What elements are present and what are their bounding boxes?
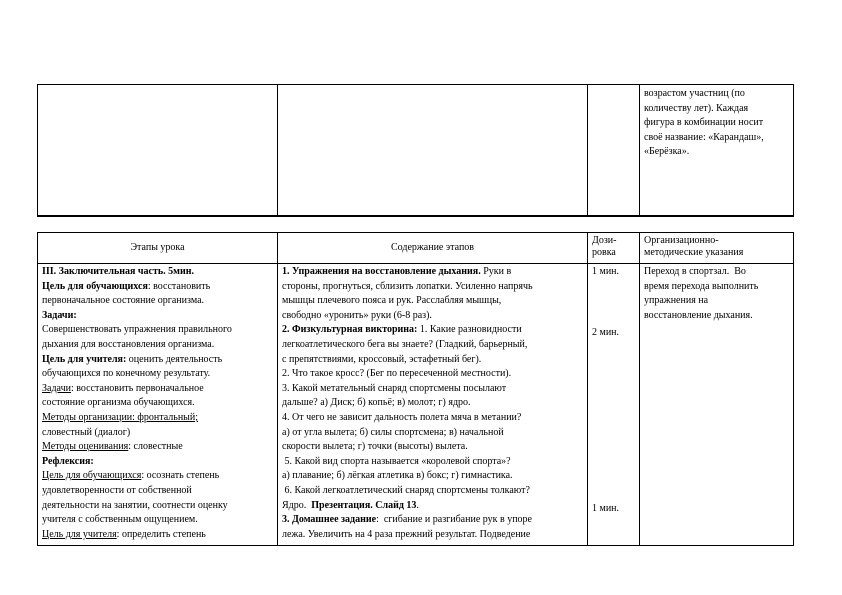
goal-teacher-line: обучающихся по конечному результату. xyxy=(42,368,211,380)
homework-line: лежа. Увеличить на 4 раза прежний результат. Подведение xyxy=(282,528,531,540)
top-cell-2 xyxy=(278,85,588,217)
lesson-table xyxy=(37,232,794,546)
goal-teacher: Цель для учителя: оценить деятельность xyxy=(42,353,223,365)
header-dosage xyxy=(588,233,640,264)
table-header-row xyxy=(38,233,794,264)
methods-org: Методы организации: фронтальный; xyxy=(42,411,199,423)
methodical-cell xyxy=(640,264,794,546)
methods-org-line: словестный (диалог) xyxy=(42,426,131,438)
top-cell-4 xyxy=(640,85,794,217)
quiz: 2. Физкультурная викторина: 1. Какие разновидности xyxy=(282,324,522,336)
header-stages: Этапы урока xyxy=(38,233,278,264)
dosage-3: 1 мин. xyxy=(592,503,620,515)
reflex-students: Цель для обучающихся: осознать степень xyxy=(42,470,220,482)
methodical-line: время перехода выполнить xyxy=(644,280,759,292)
methods-eval: Методы оценивания: словестные xyxy=(42,441,183,453)
top-cell-4-line: фигура в комбинации носит xyxy=(644,117,764,129)
quiz-line: дальше? а) Диск; б) копьё; в) молот; г) ядро. xyxy=(282,397,471,409)
dosage-1: 1 мин. xyxy=(592,266,620,277)
top-cell-4-line: «Берёзка». xyxy=(644,146,690,158)
quiz-line: скорости вылета; г) точки (высоты) вылета. xyxy=(282,441,468,453)
quiz-line: 2. Что такое кросс? (Бег по пересеченной местности). xyxy=(282,368,512,380)
header-content: Содержание этапов xyxy=(278,233,588,264)
methodical-line: упражнения на xyxy=(644,295,709,307)
content-cell xyxy=(278,264,588,546)
quiz-line: а) от угла вылета; б) силы спортсмена; в) начальной xyxy=(282,426,504,438)
reflex-teacher: Цель для учителя: определить степень xyxy=(42,528,206,540)
quiz-line: 5. Какой вид спорта называется «королевой спорта»? xyxy=(282,455,511,467)
top-cell-1 xyxy=(38,85,278,217)
methodical-line: Переход в спортзал. Во xyxy=(644,266,746,277)
tasks2-line: состояние организма обучающихся. xyxy=(42,397,195,409)
quiz-line: 6. Какой легкоатлетический снаряд спортсмены толкают? xyxy=(282,484,530,496)
tasks-line: Совершенствовать упражнения правильного xyxy=(42,324,232,336)
table-row xyxy=(38,264,794,546)
top-cell-4-line: возрастом участниц (по xyxy=(644,88,745,99)
quiz-line: 4. От чего не зависит дальность полета мяча в метании? xyxy=(282,411,522,423)
tasks2: Задачи: восстановить первоначальное xyxy=(42,382,204,394)
dosage-2: 2 мин. xyxy=(592,326,620,338)
header-methodical-line1: Организационно- xyxy=(644,235,719,246)
quiz-line: а) плавание; б) лёгкая атлетика в) бокс; г) гимнастика. xyxy=(282,470,513,482)
reflex-label: Рефлексия: xyxy=(42,455,94,467)
homework: 3. Домашнее задание: сгибание и разгибание рук в упоре xyxy=(282,514,532,526)
reflex-students-line: удовлетворенности от собственной xyxy=(42,484,192,496)
quiz-line: с препятствиями, кроссовый, эстафетный бег). xyxy=(282,353,482,365)
dosage-cell xyxy=(588,264,640,546)
header-methodical-line2: методические указания xyxy=(644,247,744,258)
top-table xyxy=(37,84,794,217)
methodical-line: восстановление дыхания. xyxy=(644,309,753,321)
quiz-line: 3. Какой метательный снаряд спортсмены посылают xyxy=(282,382,507,394)
stages-cell xyxy=(38,264,278,546)
goal-students-line: первоначальное состояние организма. xyxy=(42,295,205,307)
top-cell-4-line: количеству лет). Каждая xyxy=(644,102,749,114)
top-cell-3 xyxy=(588,85,640,217)
tasks-line: дыхания для восстановления организма. xyxy=(42,338,215,350)
exercise-1: 1. Упражнения на восстановление дыхания. Руки в xyxy=(282,266,512,277)
quiz-line: легкоатлетического бега вы знаете? (Гладкий, барьерный, xyxy=(282,338,528,350)
tasks-label: Задачи: xyxy=(42,309,77,321)
exercise-1-line: стороны, прогнуться, сблизить лопатки. Усиленно напрячь xyxy=(282,280,533,292)
top-table-row xyxy=(38,85,794,217)
header-dosage-line1: Дози- xyxy=(592,235,617,246)
quiz-line-presentation: Ядро. Презентация. Слайд 13. xyxy=(282,499,419,511)
header-dosage-line2: ровка xyxy=(592,247,616,258)
reflex-students-line: деятельности на занятии, соотнести оценку xyxy=(42,499,228,511)
header-methodical xyxy=(640,233,794,264)
top-cell-4-line: своё название: «Карандаш», xyxy=(644,131,764,143)
exercise-1-line: свободно «уронить» руки (6-8 раз). xyxy=(282,309,432,321)
exercise-1-line: мышцы плечевого пояса и рук. Расслабляя мышцы, xyxy=(282,295,502,307)
goal-students: Цель для обучающихся: восстановить xyxy=(42,280,211,292)
stage-title: III. Заключительная часть. 5мин. xyxy=(42,266,195,277)
reflex-students-line: учителя с собственным ощущением. xyxy=(42,514,198,526)
